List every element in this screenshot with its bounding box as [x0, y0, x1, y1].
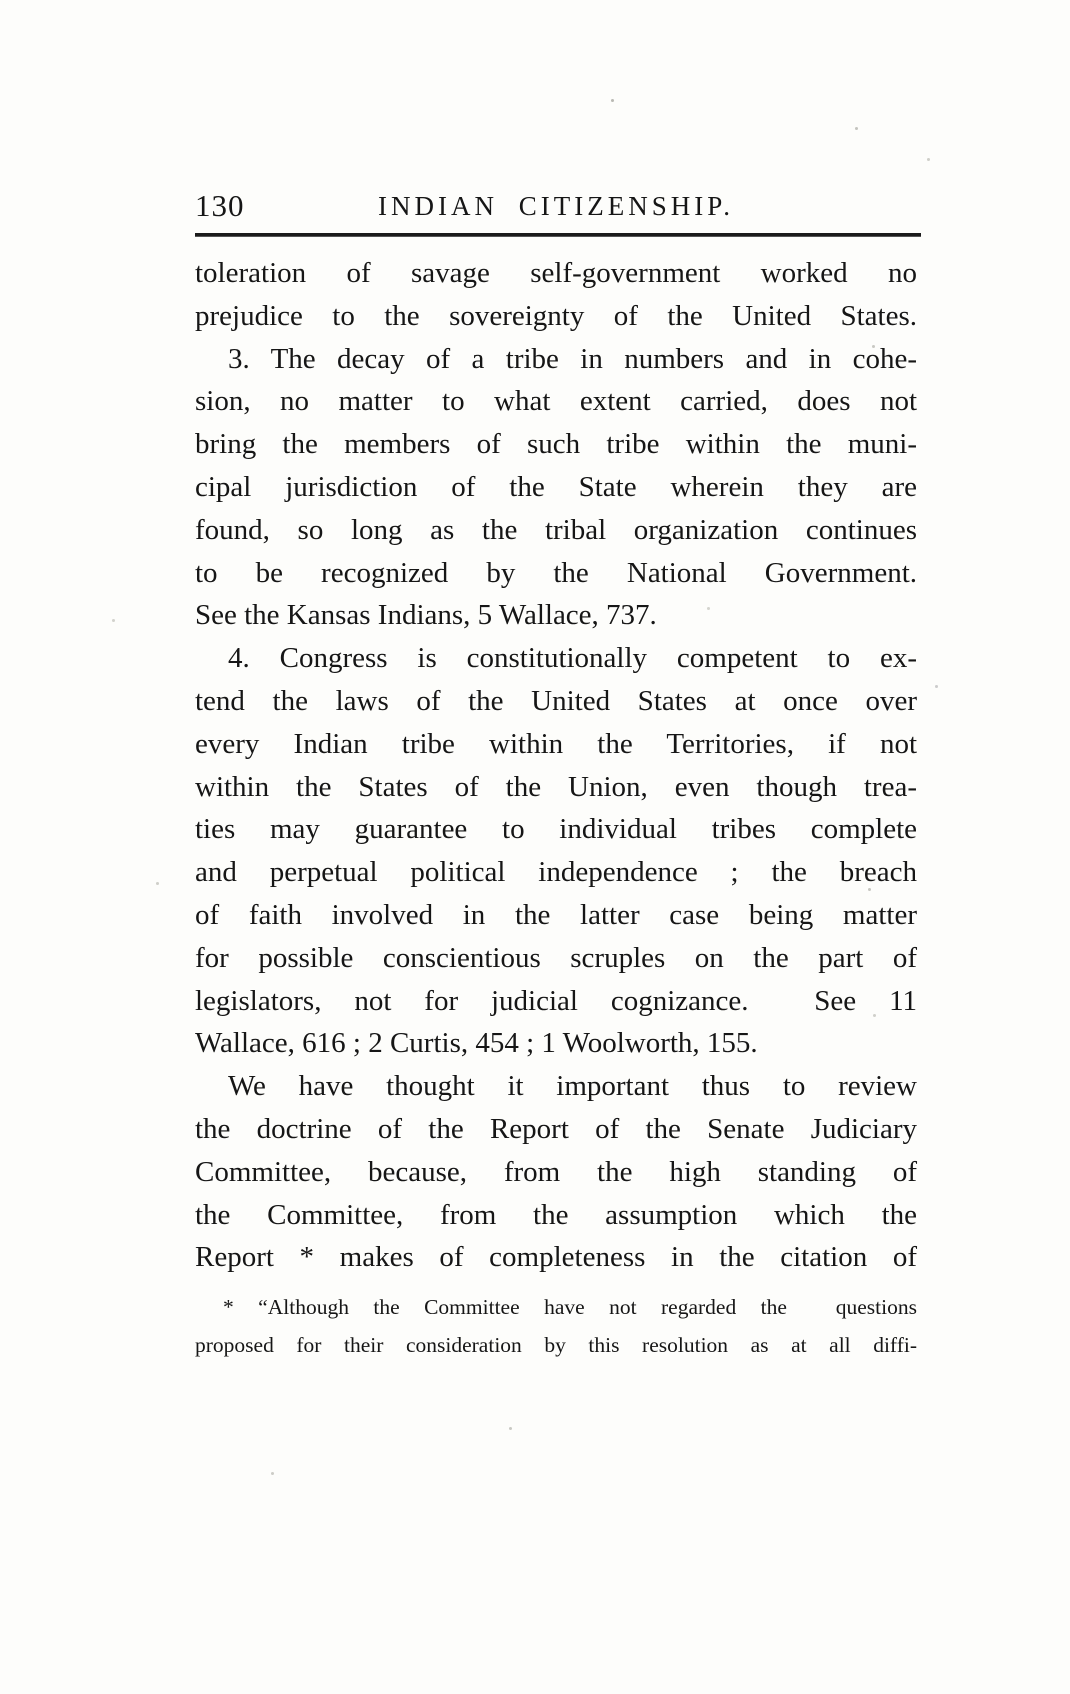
text-line: for possible conscientious scruples on the part of: [195, 941, 917, 974]
text-line: the doctrine of the Report of the Senate Judiciary: [195, 1112, 917, 1145]
text-line: 3. The decay of a tribe in numbers and in cohe-: [228, 342, 917, 375]
text-line: tend the laws of the United States at once over: [195, 684, 917, 717]
text-line: legislators, not for judicial cognizance. See 11: [195, 984, 917, 1017]
text-line: every Indian tribe within the Territories, if not: [195, 727, 917, 760]
body-text: [195, 252, 917, 1279]
scan-speck: [611, 99, 614, 102]
text-line: We have thought it important thus to review: [228, 1070, 917, 1103]
text-line: sion, no matter to what extent carried, does not: [195, 385, 917, 418]
text-line: Wallace, 616 ; 2 Curtis, 454 ; 1 Woolworth, 155.: [195, 1027, 758, 1060]
page-header: [195, 186, 917, 226]
text-line: prejudice to the sovereignty of the United States.: [195, 299, 917, 332]
footnote: [195, 1288, 917, 1364]
text-line: Committee, because, from the high standing of: [195, 1155, 917, 1188]
page-number: 130: [195, 188, 245, 223]
text-line: See the Kansas Indians, 5 Wallace, 737.: [195, 599, 657, 632]
running-head: INDIAN CITIZENSHIP.: [378, 191, 734, 221]
text-line: * “Although the Committee have not regarded the questions: [223, 1295, 917, 1319]
text-line: Report * makes of completeness in the citation of: [195, 1241, 917, 1274]
text-line: bring the members of such tribe within the muni-: [195, 428, 917, 461]
text-line: the Committee, from the assumption which the: [195, 1198, 917, 1231]
text-line: found, so long as the tribal organization continues: [195, 513, 917, 546]
text-line: 4. Congress is constitutionally competent to ex-: [228, 642, 917, 675]
header-rule: [195, 233, 921, 237]
text-line: within the States of the Union, even though trea-: [195, 770, 917, 803]
text-line: of faith involved in the latter case being matter: [195, 898, 917, 931]
text-line: proposed for their consideration by this resolution as at all diffi-: [195, 1333, 917, 1357]
text-line: toleration of savage self-government worked no: [195, 257, 917, 289]
text-line: cipal jurisdiction of the State wherein they are: [195, 470, 917, 503]
text-line: and perpetual political independence ; the breach: [195, 856, 917, 889]
text-line: to be recognized by the National Government.: [195, 556, 917, 589]
text-line: ties may guarantee to individual tribes complete: [195, 813, 917, 846]
